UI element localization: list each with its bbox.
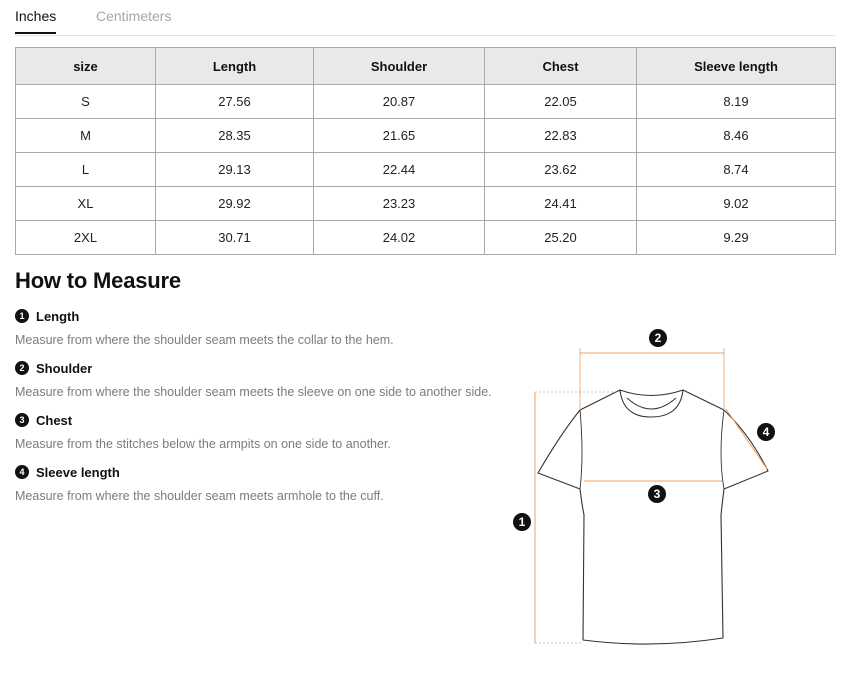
step-label: Sleeve length — [36, 464, 120, 480]
step-chest-title — [15, 411, 525, 429]
step-number-badge: 2 — [15, 361, 29, 375]
measure-steps — [15, 307, 525, 515]
table-row — [16, 153, 836, 187]
cell-length: 27.56 — [156, 85, 314, 119]
size-chart-table — [15, 47, 836, 255]
step-chest-desc: Measure from the stitches below the armpits on one side to another. — [15, 437, 391, 451]
tab-inches[interactable]: Inches — [15, 8, 56, 34]
step-sleeve-length-title — [15, 463, 525, 481]
step-label: Chest — [36, 412, 73, 428]
cell-chest: 25.20 — [485, 221, 637, 255]
cell-length: 29.92 — [156, 187, 314, 221]
cell-shoulder: 23.23 — [314, 187, 485, 221]
tshirt-measure-diagram — [500, 315, 790, 655]
cell-sleeve-length: 8.46 — [637, 119, 836, 153]
cell-chest: 22.05 — [485, 85, 637, 119]
cell-length: 28.35 — [156, 119, 314, 153]
cell-chest: 23.62 — [485, 153, 637, 187]
step-label: Shoulder — [36, 360, 93, 376]
marker-chest — [648, 485, 666, 503]
table-header-row — [16, 48, 836, 85]
svg-text:2: 2 — [654, 331, 662, 345]
header-chest: Chest — [485, 48, 637, 85]
table-row — [16, 187, 836, 221]
marker-length — [513, 513, 531, 531]
cell-length: 30.71 — [156, 221, 314, 255]
unit-tabs — [15, 0, 835, 36]
marker-shoulder — [649, 329, 667, 347]
step-length-desc: Measure from where the shoulder seam meets the collar to the hem. — [15, 333, 394, 347]
header-size: size — [16, 48, 156, 85]
table-row — [16, 85, 836, 119]
step-shoulder-title — [15, 359, 525, 377]
cell-sleeve-length: 8.19 — [637, 85, 836, 119]
how-to-measure-title: How to Measure — [15, 268, 181, 293]
header-length: Length — [156, 48, 314, 85]
marker-sleeve-length — [757, 423, 775, 441]
cell-size: M — [16, 119, 156, 153]
cell-sleeve-length: 9.29 — [637, 221, 836, 255]
tab-centimeters[interactable]: Centimeters — [96, 8, 172, 24]
tshirt-collar — [620, 390, 683, 409]
cell-sleeve-length: 8.74 — [637, 153, 836, 187]
cell-shoulder: 22.44 — [314, 153, 485, 187]
svg-text:4: 4 — [762, 425, 770, 439]
tshirt-outline — [538, 390, 768, 644]
step-shoulder-desc: Measure from where the shoulder seam meets the sleeve on one side to another side. — [15, 385, 492, 399]
cell-length: 29.13 — [156, 153, 314, 187]
step-number-badge: 3 — [15, 413, 29, 427]
step-number-badge: 4 — [15, 465, 29, 479]
cell-shoulder: 21.65 — [314, 119, 485, 153]
table-row — [16, 221, 836, 255]
cell-chest: 22.83 — [485, 119, 637, 153]
cell-size: XL — [16, 187, 156, 221]
svg-text:1: 1 — [518, 515, 526, 529]
cell-chest: 24.41 — [485, 187, 637, 221]
cell-shoulder: 24.02 — [314, 221, 485, 255]
step-length-title — [15, 307, 525, 325]
cell-size: 2XL — [16, 221, 156, 255]
step-number-badge: 1 — [15, 309, 29, 323]
table-row — [16, 119, 836, 153]
header-sleeve-length: Sleeve length — [637, 48, 836, 85]
svg-text:3: 3 — [653, 487, 661, 501]
header-shoulder: Shoulder — [314, 48, 485, 85]
cell-shoulder: 20.87 — [314, 85, 485, 119]
step-sleeve-length-desc: Measure from where the shoulder seam meets armhole to the cuff. — [15, 489, 384, 503]
cell-sleeve-length: 9.02 — [637, 187, 836, 221]
cell-size: L — [16, 153, 156, 187]
step-label: Length — [36, 308, 80, 324]
cell-size: S — [16, 85, 156, 119]
tshirt-sleeve-seam — [580, 410, 724, 489]
